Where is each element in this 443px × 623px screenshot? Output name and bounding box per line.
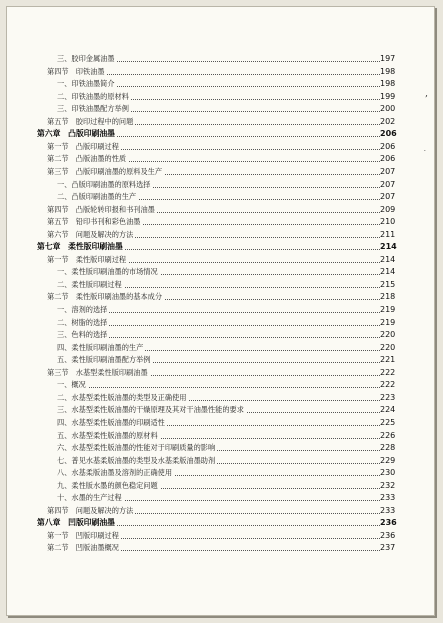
toc-entry-title: 第二节 凸版油墨的性质 [47,154,127,164]
toc-item [7,354,434,366]
toc-item [7,191,434,203]
toc-leader-dots [67,329,380,338]
toc-page-number: 232 [380,480,396,490]
toc-entry-title: 一、概况 [57,380,86,390]
toc-page-number: 209 [380,204,396,214]
toc-entry-title: 八、水基柔版油墨及溶剂的正确使用 [57,468,173,478]
toc-entry-title: 第一节 凸版印刷过程 [47,141,119,151]
toc-page-number: 224 [380,405,396,415]
toc-entry-title: 第一节 凹版印刷过程 [47,530,119,540]
toc-entry-title: 一、凸版印刷油墨的原料选择 [57,179,151,189]
toc-page-number: 210 [380,217,396,227]
toc-entry-title: 四、柔性版印刷油墨的生产 [57,342,144,352]
toc-page [6,6,435,616]
toc-chapter [7,517,434,529]
toc-item [7,103,434,115]
toc-item [7,317,434,329]
toc-leader-dots [67,317,380,326]
toc-section [7,254,434,266]
toc-entry-title: 第三节 水基型柔性版印刷油墨 [47,367,148,377]
toc-page-number: 214 [380,254,396,264]
toc-item [7,404,434,416]
toc-page-number: 237 [380,543,396,553]
toc-entry-title: 一、柔性版印刷油墨的市场情况 [57,267,158,277]
toc-entry-title: 三、色料的选择 [57,330,108,340]
toc-section [7,204,434,216]
toc-entry-title: 二、树脂的选择 [57,317,108,327]
toc-item [7,455,434,467]
toc-entry-title: 二、凸版印刷油墨的生产 [57,192,137,202]
toc-entry-title: 一、印铁油墨简介 [57,79,115,89]
toc-page-number: 223 [380,392,396,402]
toc-entry-title: 第一节 柔性版印刷过程 [47,254,127,264]
toc-entry-title: 五、柔性版印刷油墨配方举例 [57,355,151,365]
toc-page-number: 222 [380,380,396,390]
toc-entry-title: 六、水基型柔性版油墨的性能对于印刷质量的影响 [57,443,216,453]
toc-item [7,53,434,65]
toc-entry-title: 十、水墨的生产过程 [57,493,122,503]
toc-page-number: 236 [380,518,397,528]
toc-page-number: 233 [380,493,396,503]
toc-section [7,367,434,379]
toc-chapter [7,128,434,140]
toc-entry-title: 一、溶剂的选择 [57,305,108,314]
toc-item [7,279,434,291]
toc-page-number: 215 [380,279,396,289]
toc-section [7,530,434,542]
toc-page-number: 207 [380,192,396,202]
toc-item [7,379,434,391]
toc-entry-title: 五、水基型柔性版油墨的原材料 [57,430,158,440]
toc-section [7,116,434,128]
toc-page-number: 198 [380,79,396,89]
toc-page-number: 236 [380,530,396,540]
toc-item [7,442,434,454]
toc-item [7,91,434,103]
toc-page-number: 200 [380,104,396,114]
toc-section [7,153,434,165]
margin-mark-2: · [423,147,426,155]
toc-page-number: 206 [380,129,397,139]
toc-page-number: 202 [380,116,396,126]
toc-page-number: 206 [380,141,396,151]
toc-item [7,179,434,191]
toc-page-number: 218 [380,292,396,302]
toc-section [7,291,434,303]
toc-item [7,329,434,341]
toc-entry-title: 三、胶印金属油墨 [57,54,115,63]
toc-page-number: 228 [380,443,396,453]
toc-page-number: 219 [380,317,396,327]
toc-item [7,266,434,278]
toc-item [7,467,434,479]
toc-entry-title: 二、印铁油墨的原材料 [57,91,129,101]
toc-entry-title: 第五节 铅印书刊和彩色油墨 [47,217,141,227]
toc-entry-title: 第四节 凸版轮转印报和书刊油墨 [47,204,155,214]
toc-page-number: 211 [380,229,396,239]
toc-page-number: 233 [380,505,396,515]
toc-entry-title: 四、水基型柔性版油墨的印刷适性 [57,417,165,427]
toc-section [7,229,434,241]
toc-entry-title: 第二节 凹版油墨概况 [47,543,119,553]
toc-entry-title: 第四节 问题及解决的方法 [47,505,134,515]
toc-page-number: 230 [380,468,396,478]
toc-page-number: 220 [380,342,396,352]
toc-section [7,505,434,517]
toc-item [7,417,434,429]
toc-entry-title: 三、水基型柔性版油墨的干燥原理及其对干油墨性能的要求 [57,405,244,415]
toc-page-number: 229 [380,455,396,465]
toc-entry-title: 九、柔性版水墨的颜色稳定问题 [57,480,158,490]
toc-entry-title: 七、普见水基柔版油墨的类型及水基柔版油墨助剂 [57,455,216,465]
toc-item [7,342,434,354]
toc-page-number: 226 [380,430,396,440]
toc-entry-title: 第八章 凹版印刷油墨 [37,518,115,528]
toc-entry-title: 第二节 柔性版印刷油墨的基本成分 [47,292,163,302]
toc-page-number: 207 [380,166,396,176]
toc-page-number: 198 [380,66,396,76]
toc-section [7,216,434,228]
toc-entry-title: 第五节 胶印过程中的问题 [47,116,134,126]
toc-section [7,166,434,178]
toc-entry-title: 二、柔性版印刷过程 [57,279,122,289]
toc-entry-title: 第六章 凸版印刷油墨 [37,129,115,139]
toc-entry-title: 第四节 印铁油墨 [47,66,105,76]
toc-page-number: 219 [380,305,396,314]
toc-page-number: 214 [380,267,396,277]
toc-item [7,304,434,316]
toc-item [7,492,434,504]
toc-item [7,430,434,442]
toc-entry-title: 第七章 柔性版印刷油墨 [37,242,123,252]
toc-page-number: 220 [380,330,396,340]
toc-leader-dots [67,379,380,388]
margin-mark: , [425,89,428,99]
toc-section [7,141,434,153]
toc-entry-title: 第六节 问题及解决的方法 [47,229,134,239]
toc-entry-title: 第三节 凸版印刷油墨的原料及生产 [47,166,163,176]
toc-item [7,480,434,492]
toc-page-number: 221 [380,355,396,365]
toc-page-number: 214 [380,242,397,252]
toc-item [7,392,434,404]
toc-section [7,542,434,554]
toc-page-number: 197 [380,54,396,63]
toc-page-number: 207 [380,179,396,189]
toc-page-number: 199 [380,91,396,101]
toc-entry-title: 三、印铁油墨配方举例 [57,104,129,114]
toc-leader-dots [67,304,380,313]
toc-page-number: 222 [380,367,396,377]
toc-page-number: 206 [380,154,396,164]
toc-page-number: 225 [380,417,396,427]
toc-entry-title: 二、水基型柔性版油墨的类型及正确使用 [57,392,187,402]
toc-item [7,78,434,90]
toc-section [7,66,434,78]
toc-chapter [7,241,434,253]
